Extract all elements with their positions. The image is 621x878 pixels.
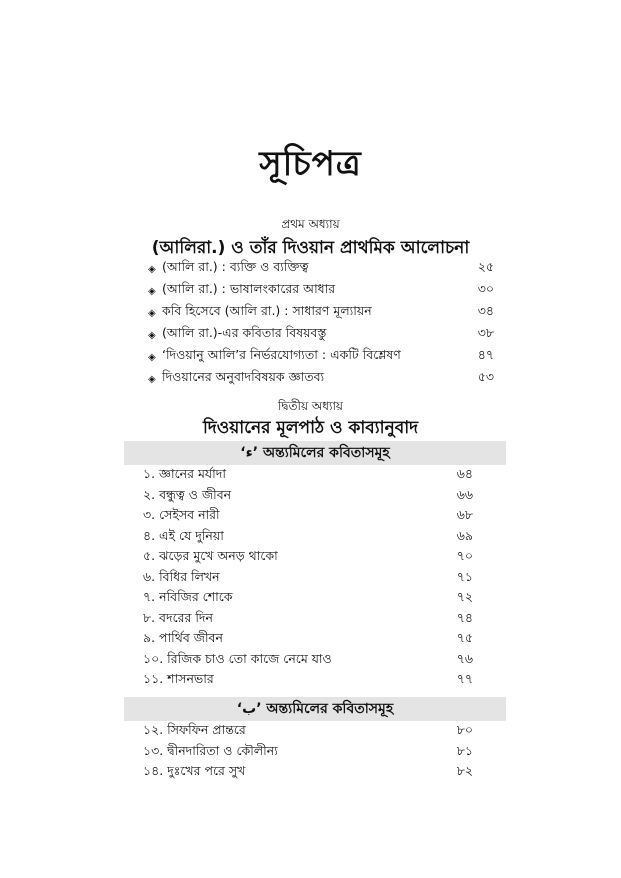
toc-page-number: ৭৬ (456, 650, 473, 666)
toc-page-number: ৩৪ (477, 303, 494, 318)
page-title: সূচিপত্র (259, 144, 362, 184)
diamond-bullet-icon: ◈ (148, 373, 156, 385)
toc-row[interactable] (148, 324, 494, 346)
toc-row[interactable] (143, 466, 473, 487)
toc-row[interactable] (143, 507, 473, 528)
toc-page-number: ২৫ (477, 259, 494, 274)
toc-page-number: ৬৪ (456, 466, 473, 482)
toc-row[interactable] (148, 258, 494, 280)
chapter-2-title: দিওয়ানের মূলপাঠ ও কাব্যানুবাদ (202, 418, 419, 438)
diamond-bullet-icon: ◈ (148, 285, 156, 297)
toc-page-number: ৭৪ (456, 609, 473, 625)
toc-entry-text: ৭. নবিজির শোকে (143, 589, 233, 605)
toc-entry-text: (আলি রা.) : ভাষালংকারের আধার (162, 281, 336, 296)
toc-row[interactable] (143, 743, 473, 764)
toc-page-number: ৭২ (456, 589, 473, 605)
toc-entry-text: ২. বন্ধুত্ব ও জীবন (143, 486, 232, 502)
toc-page-number: ৭৫ (456, 630, 473, 646)
toc-entry-text: ১৩. দ্বীনদারিতা ও কৌলীন্য (143, 742, 278, 758)
toc-row[interactable] (148, 368, 494, 390)
toc-entry-text: ৩. সেইসব নারী (143, 507, 220, 523)
toc-row[interactable] (143, 630, 473, 651)
toc-page-number: ৭০ (456, 548, 473, 564)
chapter-1-toc (148, 258, 494, 390)
section-2-heading: ‘ب’ অন্ত্যমিলের কবিতাসমূহ (124, 697, 506, 721)
toc-entry-text: ৫. ঝড়ের মুখে অনড় থাকো (143, 548, 278, 564)
toc-entry-text: ১৪. দুঃখের পরে সুখ (143, 763, 246, 779)
diamond-bullet-icon: ◈ (148, 307, 156, 319)
toc-row[interactable] (143, 651, 473, 672)
toc-entry-text: ৮. বদরের দিন (143, 609, 213, 625)
toc-row[interactable] (143, 569, 473, 590)
toc-entry-text: ৪. এই যে দুনিয়া (143, 527, 224, 543)
toc-page-number: ৬৬ (456, 486, 473, 502)
toc-page-number: ৬৯ (456, 527, 473, 543)
chapter-1-label: প্রথম অধ্যায় (281, 217, 340, 231)
toc-entry-text: দিওয়ানের অনুবাদবিষয়ক জ্ঞাতব্য (162, 369, 325, 384)
toc-entry-text: (আলি রা.) : ব্যক্তি ও ব্যক্তিত্ব (162, 259, 309, 274)
toc-page-number: ৮১ (456, 742, 473, 758)
section-1-toc (143, 466, 473, 692)
section-2-toc (143, 722, 473, 784)
toc-row[interactable] (143, 487, 473, 508)
toc-entry-text: ৬. বিধির লিখন (143, 568, 220, 584)
toc-row[interactable] (143, 722, 473, 743)
chapter-2-label: দ্বিতীয় অধ্যায় (277, 399, 344, 413)
toc-page-number: ৮০ (456, 722, 473, 738)
toc-page-number: ৭৭ (456, 671, 473, 687)
toc-entry-text: ৯. পার্থিব জীবন (143, 630, 223, 646)
toc-page-number: ৩৮ (477, 325, 494, 340)
toc-page-number: ৪৭ (477, 347, 494, 362)
section-1-heading: ‘ء’ অন্ত্যমিলের কবিতাসমূহ (124, 441, 506, 465)
toc-entry-text: ১০. রিজিক চাও তো কাজে নেমে যাও (143, 650, 332, 666)
toc-entry-text: ‘দিওয়ানু আলি’র নির্ভরযোগ্যতা : একটি বিশ্লেষণ (162, 347, 401, 362)
toc-entry-text: ১১. শাসনভার (143, 671, 214, 687)
toc-entry-text: ১২. সিফফিন প্রান্তরে (143, 722, 246, 738)
chapter-1-title: (আলিরা.) ও তাঁর দিওয়ান প্রাথমিক আলোচনা (151, 238, 470, 258)
toc-row[interactable] (148, 302, 494, 324)
toc-row[interactable] (143, 671, 473, 692)
toc-page-number: ৬৮ (456, 507, 473, 523)
toc-page-number: ৫৩ (477, 369, 494, 384)
toc-row[interactable] (143, 548, 473, 569)
toc-row[interactable] (148, 280, 494, 302)
diamond-bullet-icon: ◈ (148, 351, 156, 363)
toc-entry-text: কবি হিসেবে (আলি রা.) : সাধারণ মূল্যায়ন (162, 303, 372, 318)
toc-row[interactable] (148, 346, 494, 368)
toc-row[interactable] (143, 589, 473, 610)
toc-entry-text: (আলি রা.)-এর কবিতার বিষয়বস্তু (162, 325, 327, 340)
toc-row[interactable] (143, 763, 473, 784)
toc-row[interactable] (143, 610, 473, 631)
toc-page-number: ৮২ (456, 763, 473, 779)
toc-page-number: ৭১ (456, 568, 473, 584)
toc-entry-text: ১. জ্ঞানের মর্যাদা (143, 466, 226, 482)
diamond-bullet-icon: ◈ (148, 329, 156, 341)
toc-page-number: ৩০ (477, 281, 494, 296)
diamond-bullet-icon: ◈ (148, 263, 156, 275)
toc-row[interactable] (143, 528, 473, 549)
